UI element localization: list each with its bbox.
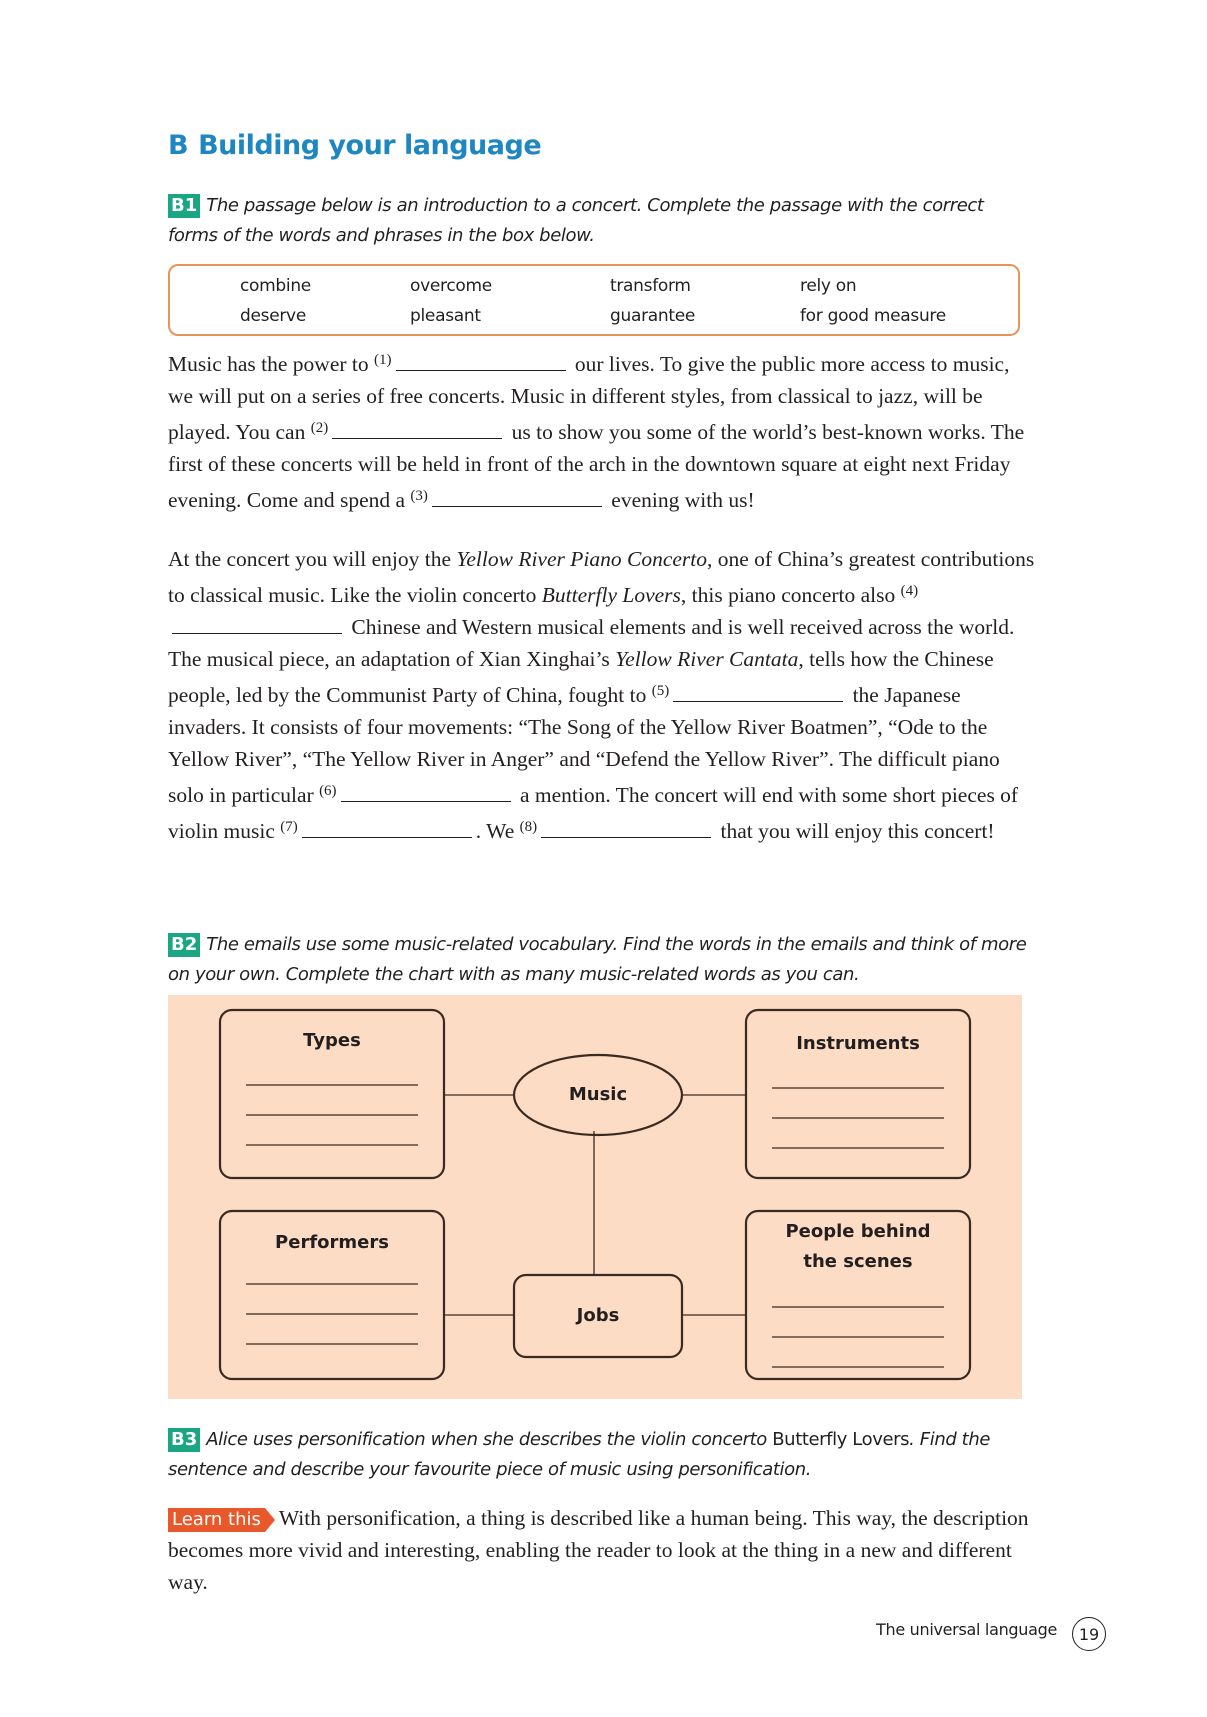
answer-blank-8[interactable]: [541, 819, 711, 838]
word-box-item: pleasant: [410, 306, 481, 326]
learn-this-text: With personification, a thing is described like a human being. This way, the description becomes more vivid and interesting, enabling the reader to look at the thing in a new and different way.: [168, 1506, 1029, 1594]
learn-this-box: [168, 1502, 1038, 1598]
instruments-label: Instruments: [796, 1033, 920, 1054]
answer-blank-5[interactable]: [673, 683, 843, 702]
people-behind-label: [746, 1217, 970, 1277]
blank-number: (2): [310, 420, 329, 436]
b3-instruction: [168, 1425, 1038, 1485]
work-title: Butterfly Lovers: [541, 583, 681, 607]
b1-badge: B1: [168, 194, 200, 218]
work-title: Yellow River Piano Concerto: [456, 547, 708, 571]
blank-number: (4): [900, 583, 919, 599]
word-box-item: combine: [240, 276, 311, 296]
b1-instruction: [168, 191, 1038, 251]
blank-number: (3): [410, 488, 428, 504]
blank-number: (1): [374, 352, 392, 368]
blank-number: (8): [519, 819, 538, 835]
b2-badge: B2: [168, 933, 200, 957]
passage-text: , tells how the Chinese people, led by the Communist Party of China, fought to: [168, 647, 994, 707]
work-title: Butterfly Lovers: [772, 1429, 910, 1450]
word-box-item: guarantee: [610, 306, 696, 326]
answer-blank-3[interactable]: [432, 488, 602, 507]
word-box-item: overcome: [410, 276, 492, 296]
passage-text: At the concert you will enjoy the: [168, 547, 452, 571]
passage-paragraph-1: [168, 344, 1038, 516]
answer-blank-1[interactable]: [396, 352, 566, 371]
passage-text: Chinese and Western musical elements and is well received across the world. The musical piece, an adaptation of Xian Xinghai’s: [168, 615, 1015, 671]
passage-text: the Japanese invaders. It consists of four movements: “The Song of the Yellow River Boatmen”, “Ode to the Yellow River”, “The Yellow River in Anger” and “Defend the Yellow River”. The difficult piano solo in particular: [168, 683, 1000, 807]
passage-text: evening with us!: [611, 488, 755, 512]
word-box-item: for good measure: [800, 306, 946, 326]
people-behind-label-line: People behind: [785, 1221, 931, 1242]
answer-blank-7[interactable]: [302, 819, 472, 838]
answer-blank-6[interactable]: [341, 783, 511, 802]
blank-number: (7): [280, 819, 298, 835]
passage-text: Music has the power to: [168, 352, 369, 376]
b1-instruction-text: The passage below is an introduction to a concert. Complete the passage with the correct forms of the words and phrases in the box below.: [168, 195, 984, 246]
passage-text: our lives. To give the public more access to music, we will put on a series of free concerts. Music in different styles, from classical to jazz, will be played. You can: [168, 352, 1010, 444]
passage-text: , one of China’s greatest contributions to classical music. Like the violin concerto: [168, 547, 1035, 607]
blank-number: (5): [651, 683, 670, 699]
unit-title: The universal language: [876, 1620, 1058, 1639]
music-vocabulary-diagram: [168, 995, 1022, 1399]
word-box-item: transform: [610, 276, 691, 296]
b2-instruction: [168, 930, 1038, 990]
section-letter: B: [168, 130, 189, 161]
types-label: Types: [303, 1030, 361, 1051]
word-box: [168, 264, 1020, 336]
b3-instruction-text: . Find the sentence and describe your favourite piece of music using personification.: [168, 1429, 991, 1480]
answer-blank-2[interactable]: [332, 420, 502, 439]
page-number: 19: [1072, 1617, 1106, 1651]
b3-instruction-text: Alice uses personification when she describes the violin concerto: [206, 1429, 767, 1450]
passage-text: a mention. The concert will end with some short pieces of violin music: [168, 783, 1019, 843]
section-heading: [168, 130, 541, 161]
people-behind-label-line: the scenes: [803, 1251, 913, 1272]
work-title: Yellow River Cantata: [615, 647, 799, 671]
performers-label: Performers: [275, 1232, 389, 1253]
word-box-item: rely on: [800, 276, 857, 296]
section-title-text: Building your language: [198, 130, 542, 161]
b3-badge: B3: [168, 1428, 200, 1452]
passage-paragraph-2: [168, 543, 1038, 847]
b2-instruction-text: The emails use some music-related vocabulary. Find the words in the emails and think of more on your own. Complete the chart with as many music-related words as you can.: [168, 934, 1027, 985]
learn-this-badge: Learn this: [168, 1508, 265, 1532]
answer-blank-4[interactable]: [172, 615, 342, 634]
jobs-label: Jobs: [576, 1305, 620, 1326]
passage-text: . We: [475, 819, 515, 843]
word-box-item: deserve: [240, 306, 306, 326]
blank-number: (6): [319, 783, 337, 799]
passage-text: , this piano concerto also: [680, 583, 896, 607]
music-label: Music: [568, 1084, 628, 1105]
passage-text: us to show you some of the world’s best-known works. The first of these concerts will be held in front of the arch in the downtown square at eight next Friday evening. Come and spend a: [168, 420, 1025, 512]
passage-text: that you will enjoy this concert!: [720, 819, 995, 843]
